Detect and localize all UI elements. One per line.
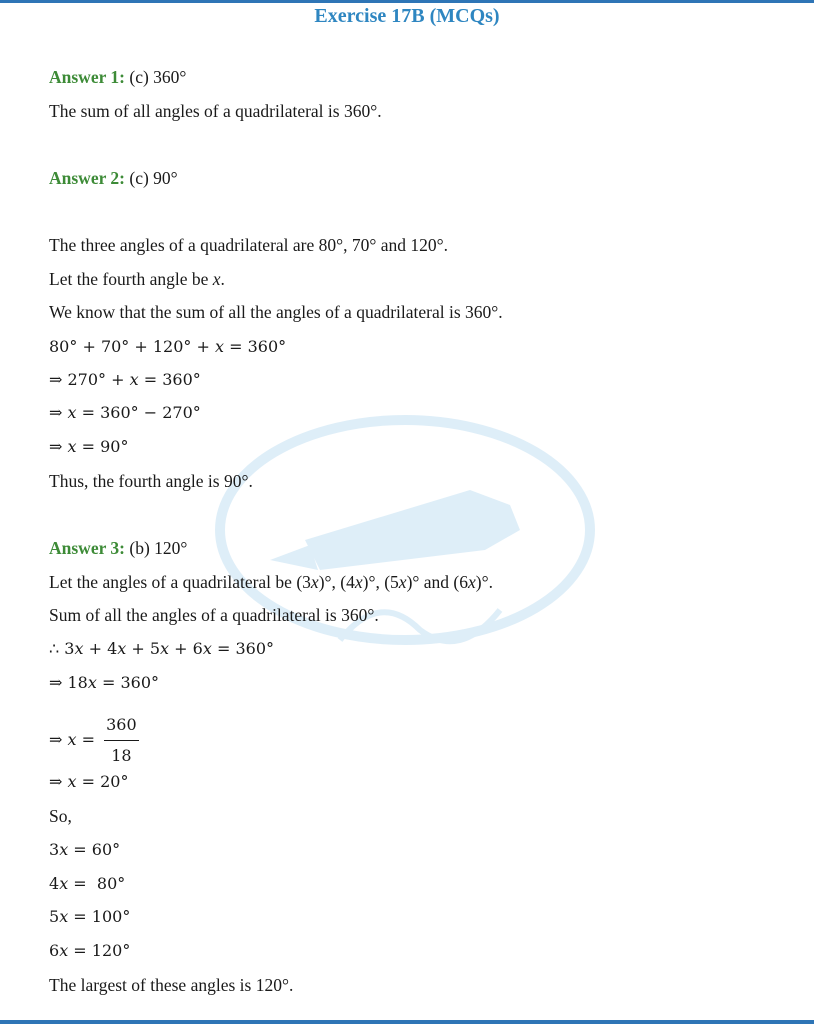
answer-3-choice: (b) 120° — [125, 538, 188, 558]
answer-3-sum: Sum of all the angles of a quadrilateral is 360°. — [49, 605, 379, 625]
answer-1-text: The sum of all angles of a quadrilateral is 360°. — [49, 101, 382, 121]
answer-2-given: The three angles of a quadrilateral are 80°, 70° and 120°. — [49, 235, 449, 255]
answer-2-conclusion: Thus, the fourth angle is 90°. — [49, 471, 253, 491]
fraction — [104, 712, 139, 769]
answer-2-equation-2: ⇒ 270° + x = 360° — [49, 370, 201, 389]
answer-3-row: 3x = 60° — [49, 840, 121, 859]
answer-3-label: Answer 3: — [49, 538, 125, 558]
answer-3-row: 6x = 120° — [49, 941, 131, 960]
fraction-denominator: 18 — [111, 746, 132, 765]
bottom-border — [0, 1020, 814, 1024]
answer-3-equation-3: ⇒ x = 20° — [49, 772, 129, 791]
answer-1-label: Answer 1: — [49, 67, 125, 87]
answer-3-intro: Let the angles of a quadrilateral be (3x)°, (4x)°, (5x)° and (6x)°. — [49, 572, 493, 592]
answer-2-equation-4: ⇒ x = 90° — [49, 437, 129, 456]
answer-2-equation-1: 80° + 70° + 120° + x = 360° — [49, 337, 287, 356]
answer-2-label: Answer 2: — [49, 168, 125, 188]
answer-1-heading — [49, 66, 186, 88]
answer-2-choice: (c) 90° — [125, 168, 178, 188]
pen-logo-watermark — [210, 410, 610, 670]
answer-3-so: So, — [49, 806, 72, 826]
answer-2-heading — [49, 167, 178, 189]
fraction-numerator: 360 — [104, 712, 139, 741]
answer-1-choice: (c) 360° — [125, 67, 187, 87]
top-border — [0, 0, 814, 3]
answer-3-equation-2: ⇒ 18x = 360° — [49, 673, 160, 692]
answer-3-heading — [49, 537, 187, 559]
answer-3-row: 4x = 80° — [49, 874, 126, 893]
answer-3-fraction-equation: ⇒ x = $\frac{360}{18}$ — [49, 712, 139, 769]
answer-2-know: We know that the sum of all the angles of a quadrilateral is 360°. — [49, 302, 503, 322]
answer-2-let: Let the fourth angle be x. — [49, 269, 225, 289]
page-title: Exercise 17B (MCQs) — [314, 5, 500, 27]
answer-3-row: 5x = 100° — [49, 907, 131, 926]
answer-3-equation-1: ∴ 3x + 4x + 5x + 6x = 360° — [49, 639, 274, 658]
answer-3-conclusion: The largest of these angles is 120°. — [49, 975, 294, 995]
answer-2-equation-3: ⇒ x = 360° − 270° — [49, 403, 201, 422]
